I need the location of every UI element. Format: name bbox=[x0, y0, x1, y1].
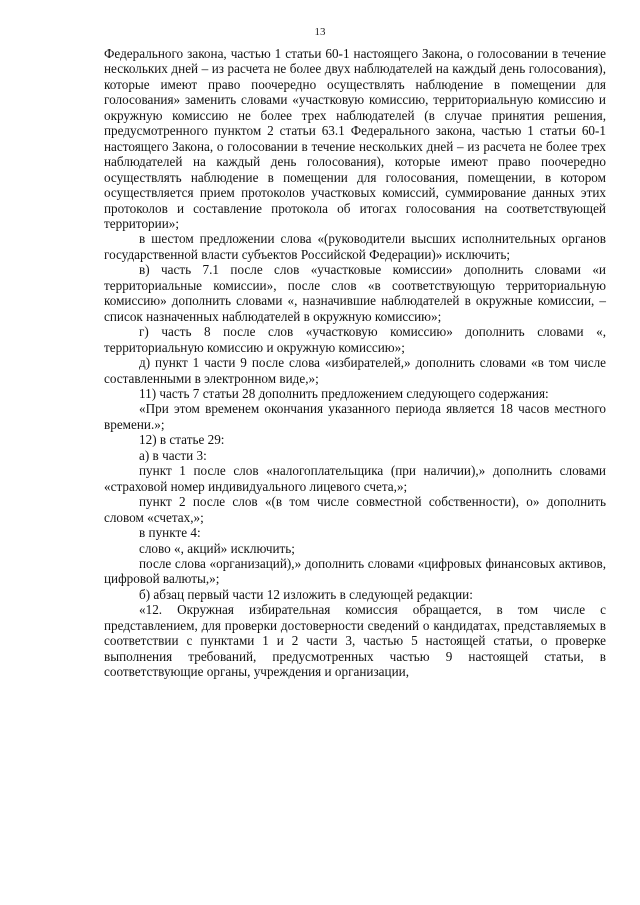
paragraph: 11) часть 7 статьи 28 дополнить предложением следующего содержания: bbox=[139, 385, 549, 401]
paragraph: а) в части 3: bbox=[139, 447, 207, 463]
paragraph: в шестом предложении слова «(руководители высших исполнительных органов государственной власти субъектов Российской Федерации)» исключить; bbox=[104, 231, 606, 262]
paragraph: слово «, акций» исключить; bbox=[139, 540, 295, 556]
paragraph: «12. Окружная избирательная комиссия обращается, в том числе с представлением, для проверки достоверности сведений о кандидатах, представляемых в соответствии с пунктами 1 и 2 части 3, частью 5 настоящей статьи, о проверке выполнения требований, предусмотренных частью 9 настоящей статьи, в соответствующие органы, учреждения и организации, bbox=[104, 602, 606, 680]
paragraph: Федерального закона, частью 1 статьи 60-1 настоящего Закона, о голосовании в течение нескольких дней – из расчета не более двух наблюдателей на каждый день голосования), которые имеют право поочередно осуществлять наблюдение в помещении для голосования» заменить словами «участковую комиссию, территориальную комиссию и окружную комиссию не более трех наблюдателей (в случае принятия решения, предусмотренного пунктом 2 статьи 63.1 Федерального закона, частью 1 статьи 60-1 настоящего Закона, о голосовании в течение нескольких дней – из расчета не более трех наблюдателей на каждый день голосования), которые имеют право поочередно осуществлять наблюдение в помещении для голосования, помещении, в котором осуществляется прием протоколов участковых комиссий, суммирование данных этих протоколов и составление протокола об итогах голосования на соответствующей территории»; bbox=[104, 46, 606, 231]
paragraph: д) пункт 1 части 9 после слова «избирателей,» дополнить словами «в том числе составленными в электронном виде,»; bbox=[104, 355, 606, 386]
paragraph: 12) в статье 29: bbox=[139, 432, 225, 448]
paragraph: «При этом временем окончания указанного периода является 18 часов местного времени.»; bbox=[104, 401, 606, 432]
paragraph: в) часть 7.1 после слов «участковые комиссии» дополнить словами «и территориальные комиссии», после слов «в соответствующую территориальную комиссию» дополнить словами «, назначившие наблюдателей в окружные комиссии, – список назначенных наблюдателей в окружную комиссию»; bbox=[104, 262, 606, 324]
paragraph: пункт 1 после слов «налогоплательщика (при наличии),» дополнить словами «страховой номер индивидуального лицевого счета,»; bbox=[104, 463, 606, 494]
paragraph: пункт 2 после слов «(в том числе совместной собственности), о» дополнить словом «счетах,»; bbox=[104, 494, 606, 525]
body-text bbox=[104, 46, 606, 680]
paragraph: в пункте 4: bbox=[139, 525, 201, 541]
page-number: 13 bbox=[314, 26, 326, 38]
paragraph: б) абзац первый части 12 изложить в следующей редакции: bbox=[139, 586, 473, 602]
paragraph: после слова «организаций),» дополнить словами «цифровых финансовых активов, цифровой валюты,»; bbox=[104, 555, 606, 587]
paragraph: г) часть 8 после слов «участковую комиссию» дополнить словами «, территориальную комиссию и окружную комиссию»; bbox=[104, 324, 606, 355]
